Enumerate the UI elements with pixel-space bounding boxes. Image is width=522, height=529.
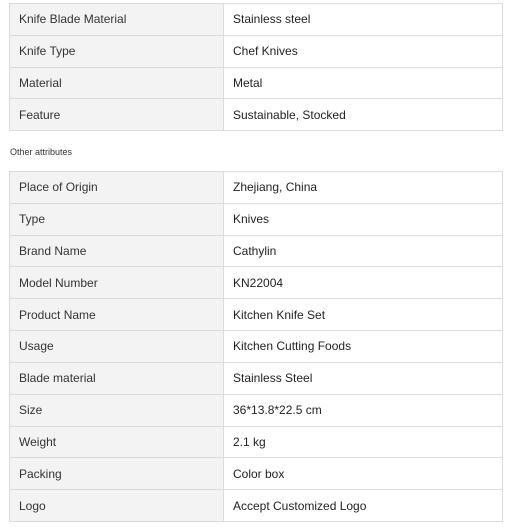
attribute-label: Packing bbox=[10, 458, 224, 490]
attribute-value: Zhejiang, China bbox=[224, 172, 503, 204]
attribute-value: Stainless steel bbox=[224, 4, 503, 36]
attribute-label: Knife Type bbox=[10, 35, 224, 67]
attribute-value: Knives bbox=[224, 203, 503, 235]
attribute-value: 2.1 kg bbox=[224, 426, 503, 458]
key-attributes-table bbox=[9, 3, 503, 131]
table-row bbox=[10, 362, 503, 394]
other-attributes-table bbox=[9, 171, 503, 522]
attribute-value: Color box bbox=[224, 458, 503, 490]
table-row bbox=[10, 267, 503, 299]
other-attributes-heading: Other attributes bbox=[10, 147, 73, 157]
table-row bbox=[10, 458, 503, 490]
attribute-label: Blade material bbox=[10, 362, 224, 394]
attribute-label: Knife Blade Material bbox=[10, 4, 224, 36]
attribute-value: Chef Knives bbox=[224, 35, 503, 67]
attribute-value: Accept Customized Logo bbox=[224, 490, 503, 522]
table-row bbox=[10, 4, 503, 36]
attribute-label: Usage bbox=[10, 331, 224, 363]
attribute-label: Model Number bbox=[10, 267, 224, 299]
attribute-label: Product Name bbox=[10, 299, 224, 331]
attribute-label: Brand Name bbox=[10, 235, 224, 267]
attribute-value: Kitchen Cutting Foods bbox=[224, 331, 503, 363]
attribute-value: Stainless Steel bbox=[224, 362, 503, 394]
attribute-value: Sustainable, Stocked bbox=[224, 99, 503, 131]
attribute-value: 36*13.8*22.5 cm bbox=[224, 394, 503, 426]
attribute-label: Place of Origin bbox=[10, 172, 224, 204]
table-row bbox=[10, 331, 503, 363]
attribute-label: Weight bbox=[10, 426, 224, 458]
attribute-label: Logo bbox=[10, 490, 224, 522]
table-row bbox=[10, 35, 503, 67]
table-row bbox=[10, 394, 503, 426]
table-row bbox=[10, 299, 503, 331]
attribute-value: Cathylin bbox=[224, 235, 503, 267]
table-row bbox=[10, 67, 503, 99]
table-row bbox=[10, 426, 503, 458]
attribute-value: Kitchen Knife Set bbox=[224, 299, 503, 331]
attribute-label: Material bbox=[10, 67, 224, 99]
attribute-label: Size bbox=[10, 394, 224, 426]
attribute-value: KN22004 bbox=[224, 267, 503, 299]
attribute-value: Metal bbox=[224, 67, 503, 99]
table-row bbox=[10, 172, 503, 204]
table-row bbox=[10, 99, 503, 131]
table-row bbox=[10, 235, 503, 267]
attribute-label: Feature bbox=[10, 99, 224, 131]
table-row bbox=[10, 490, 503, 522]
table-row bbox=[10, 203, 503, 235]
attribute-label: Type bbox=[10, 203, 224, 235]
